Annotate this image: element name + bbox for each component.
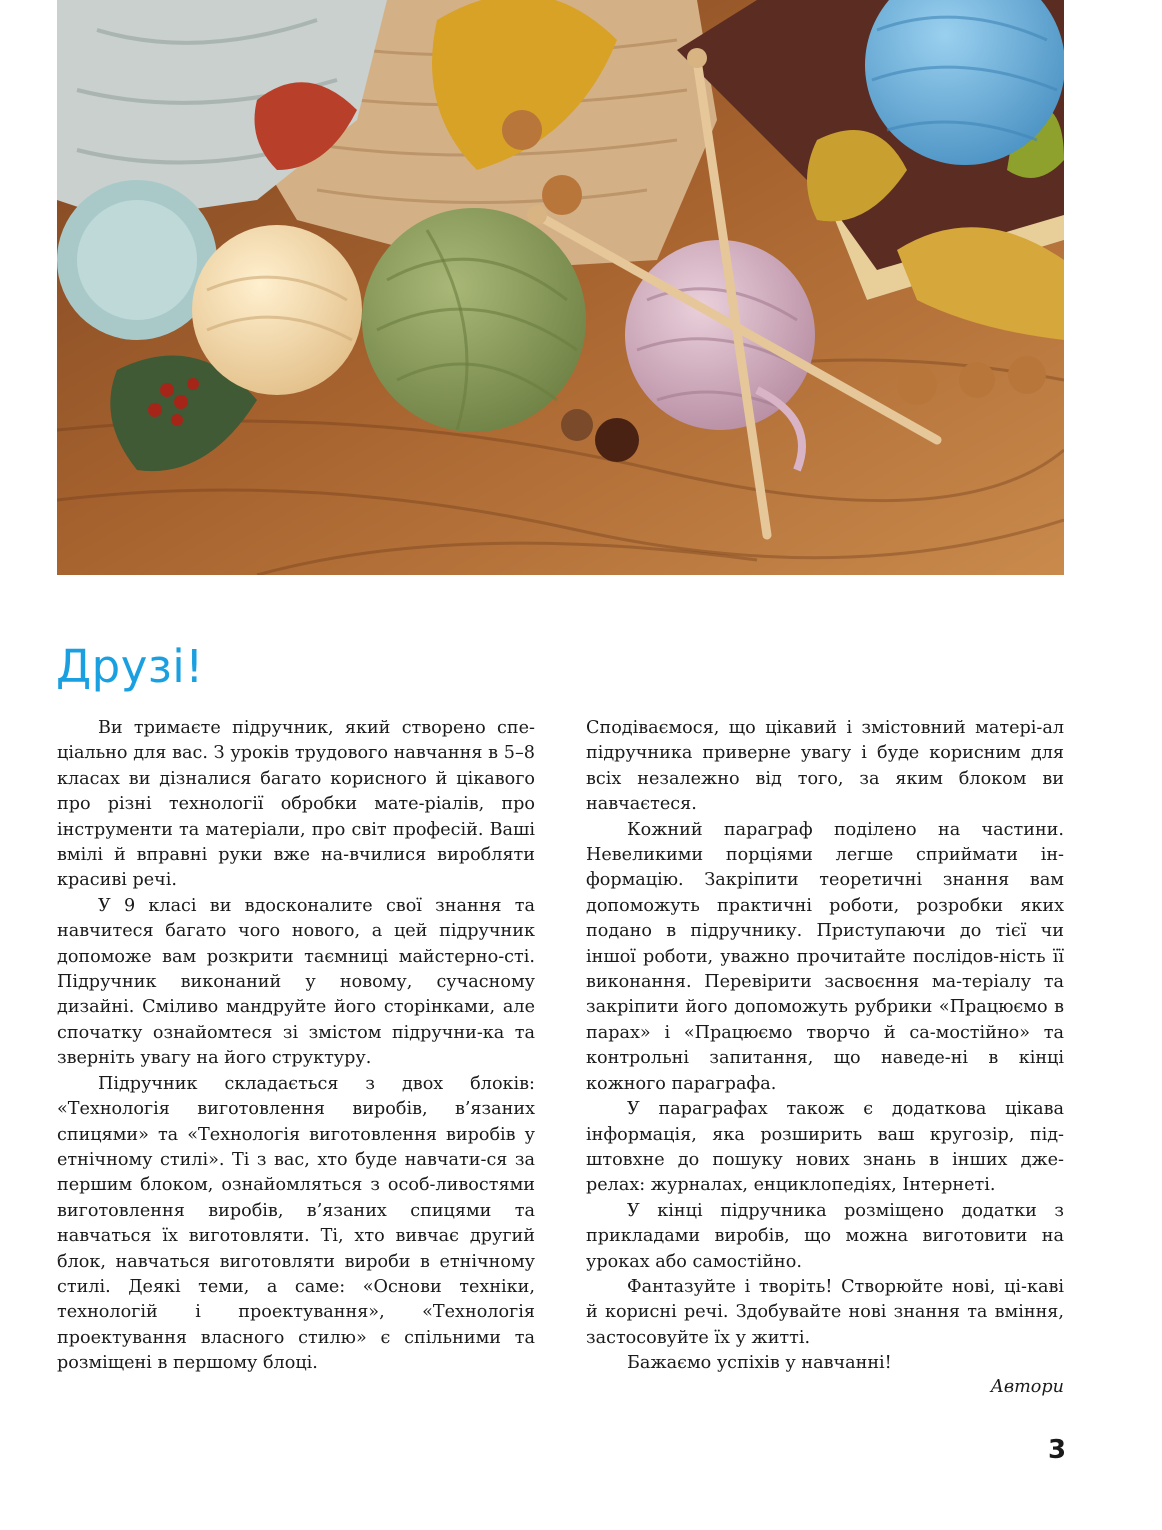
paragraph: У кінці підручника розміщено додатки з прикладами виробів, що можна виготовити на уроках або самостійно.: [586, 1200, 1064, 1272]
authors-signature: Автори: [990, 1377, 1064, 1397]
cover-photo: [57, 0, 1064, 575]
paragraph: Фантазуйте і творіть! Створюйте нові, ці-каві й корисні речі. Здобувайте нові знання та вміння, застосовуйте їх у житті.: [586, 1276, 1064, 1348]
page-title: Друзі!: [56, 640, 204, 693]
left-column: [57, 716, 535, 1377]
paragraph: Кожний параграф поділено на частини. Невеликими порціями легше сприймати ін-формацію. Закріпити теоретичні знання вам допоможуть практичні роботи, розробки яких подано в підручнику. Приступаючи до тієї чи іншої роботи, уважно прочитайте послідов-ність її виконання. Перевірити засвоєння ма-теріалу та закріпити його допоможуть рубрики «Працюємо в парах» і «Працюємо творчо й са-мостійно» та контрольні запитання, що наведе-ні в кінці кожного параграфа.: [586, 819, 1064, 1094]
page-number: 3: [1048, 1435, 1067, 1465]
paragraph: Сподіваємося, що цікавий і змістовний матері-ал підручника приверне увагу і буде корисним для всіх незалежно від того, за яким блоком ви навчаєтеся.: [586, 718, 1064, 815]
paragraph: У параграфах також є додаткова цікава інформація, яка розширить ваш кругозір, під-штовхне до пошуку нових знань в інших дже-релах: журналах, енциклопедіях, Інтернеті.: [586, 1099, 1064, 1196]
paragraph: Бажаємо успіхів у навчанні!: [627, 1353, 892, 1374]
right-column: [586, 716, 1064, 1377]
paragraph: У 9 класі ви вдосконалите свої знання та навчитеся багато чого нового, а цей підручник допоможе вам розкрити таємниці майстерно-сті. Підручник виконаний у новому, сучасному дизайні. Сміливо мандруйте його сторінками, але спочатку ознайомтеся зі змістом підручни-ка та зверніть увагу на його структуру.: [57, 895, 535, 1069]
paragraph: Ви тримаєте підручник, який створено спе-ціально для вас. З уроків трудового навчання в 5–8 класах ви дізналися багато корисного й цікавого про різні технології обробки мате-ріалів, про інструменти та матеріали, про світ професій. Ваші вмілі й вправні руки вже на-вчилися виробляти красиві речі.: [57, 718, 535, 891]
paragraph: Підручник складається з двох блоків: «Технологія виготовлення виробів, в’язаних спицями» та «Технологія виготовлення виробів у етнічному стилі». Ті з вас, хто буде навчати-ся за першим блоком, ознайомляться з особ-ливостями виготовлення виробів, в’язаних спицями та навчаться їх виготовляти. Ті, хто вивчає другий блок, навчаться виготовляти вироби в етнічному стилі. Деякі теми, а саме: «Основи техніки, технологій і проектування», «Технологія проектування власного стилю» є спільними та розміщені в першому блоці.: [57, 1073, 535, 1374]
